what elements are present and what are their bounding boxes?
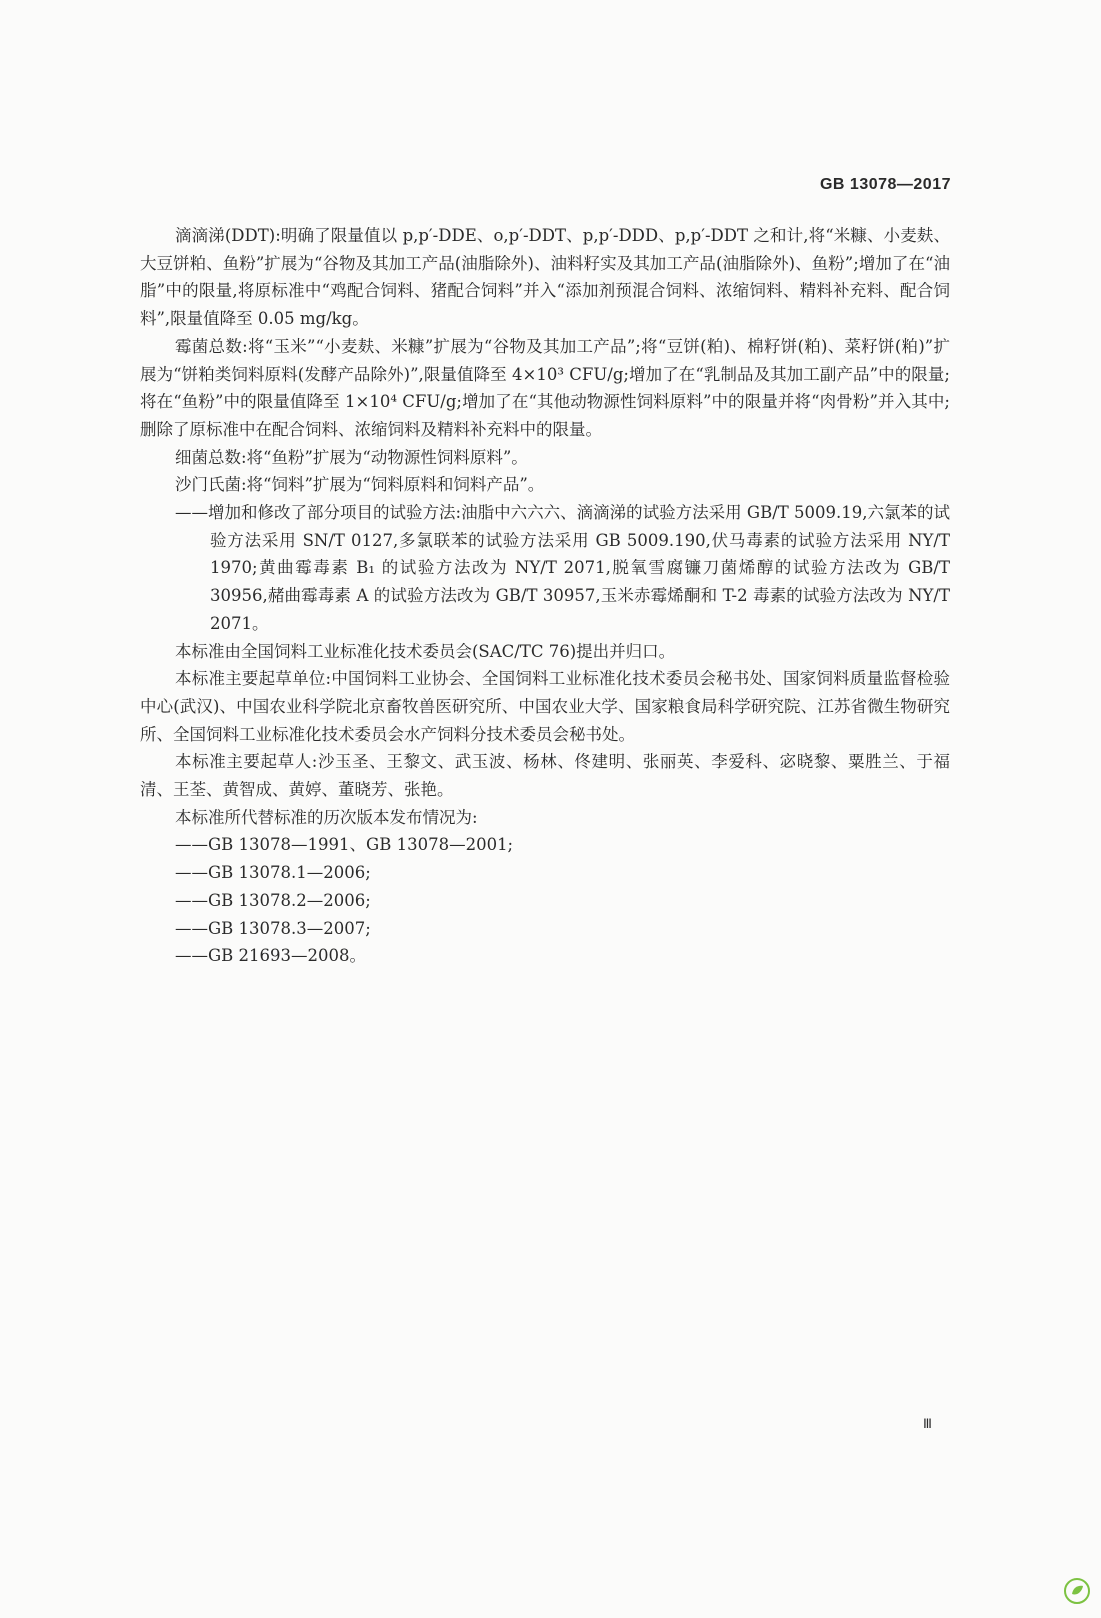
paragraph-bacteria: 细菌总数:将“鱼粉”扩展为“动物源性饲料原料”。 — [175, 447, 528, 467]
history-item-text: GB 13078.1—2006; — [208, 863, 371, 883]
document-body — [140, 222, 950, 970]
paragraph-mold: 霉菌总数:将“玉米”“小麦麸、米糠”扩展为“谷物及其加工产品”;将“豆饼(粕)、棉籽饼(粕)、菜籽饼(粕)”扩展为“饼粕类饲料原料(发酵产品除外)”,限量值降至 4×10³ CFU/g;增加了在“乳制品及其加工副产品”中的限量;将在“鱼粉”中的限量值降至 1×10⁴ CFU/g;增加了在“其他动物源性饲料原料”中的限量并将“肉骨粉”并入其中;删除了原标准中在配合饲料、浓缩饲料及精料补充料中的限量。 — [140, 336, 950, 439]
paragraph-drafting-units: 本标准主要起草单位:中国饲料工业协会、全国饲料工业标准化技术委员会秘书处、国家饲料质量监督检验中心(武汉)、中国农业科学院北京畜牧兽医研究所、中国农业大学、国家粮食局科学研究院、江苏省微生物研究所、全国饲料工业标准化技术委员会水产饲料分技术委员会秘书处。 — [140, 669, 950, 744]
paragraph-proposer: 本标准由全国饲料工业标准化技术委员会(SAC/TC 76)提出并归口。 — [175, 641, 676, 661]
history-item-text: GB 13078.3—2007; — [208, 918, 371, 938]
list-item — [140, 831, 950, 859]
list-item — [140, 942, 950, 970]
page-number: Ⅲ — [923, 1416, 931, 1431]
history-item-text: GB 13078—1991、GB 13078—2001; — [208, 835, 514, 855]
paragraph-ddt: 滴滴涕(DDT):明确了限量值以 p,p′-DDE、o,p′-DDT、p,p′-DDD、p,p′-DDT 之和计,将“米糠、小麦麸、大豆饼粕、鱼粉”扩展为“谷物及其加工产品(油脂除外)、油料籽实及其加工产品(油脂除外)、鱼粉”;增加了在“油脂”中的限量,将原标准中“鸡配合饲料、猪配合饲料”并入“添加剂预混合饲料、浓缩饲料、精料补充料、配合饲料”,限量值降至 0.05 mg/kg。 — [140, 226, 950, 329]
history-item-text: GB 13078.2—2006; — [208, 890, 371, 910]
paragraph-history-intro: 本标准所代替标准的历次版本发布情况为: — [175, 807, 478, 827]
list-item — [140, 915, 950, 943]
paragraph-test-methods: ——增加和修改了部分项目的试验方法:油脂中六六六、滴滴涕的试验方法采用 GB/T 5009.19,六氯苯的试验方法采用 SN/T 0127,多氯联苯的试验方法采用 GB 5009.190,伏马毒素的试验方法采用 NY/T 1970;黄曲霉毒素 B₁ 的试验方法改为 NY/T 2071,脱氧雪腐镰刀菌烯醇的试验方法改为 GB/T 30956,赭曲霉毒素 A 的试验方法改为 GB/T 30957,玉米赤霉烯酮和 T-2 毒素的试验方法改为 NY/T 2071。 — [175, 503, 950, 633]
paragraph-drafters: 本标准主要起草人:沙玉圣、王黎文、武玉波、杨林、佟建明、张丽英、李爱科、宓晓黎、粟胜兰、于福清、王荃、黄智成、黄婷、董晓芳、张艳。 — [140, 752, 950, 800]
list-item — [140, 887, 950, 915]
list-item — [140, 859, 950, 887]
paragraph-salmonella: 沙门氏菌:将“饲料”扩展为“饲料原料和饲料产品”。 — [175, 475, 545, 495]
history-item-text: GB 21693—2008。 — [208, 946, 367, 966]
history-list — [140, 831, 950, 970]
standard-number: GB 13078—2017 — [819, 176, 951, 193]
leaf-logo-icon — [1064, 1578, 1090, 1604]
